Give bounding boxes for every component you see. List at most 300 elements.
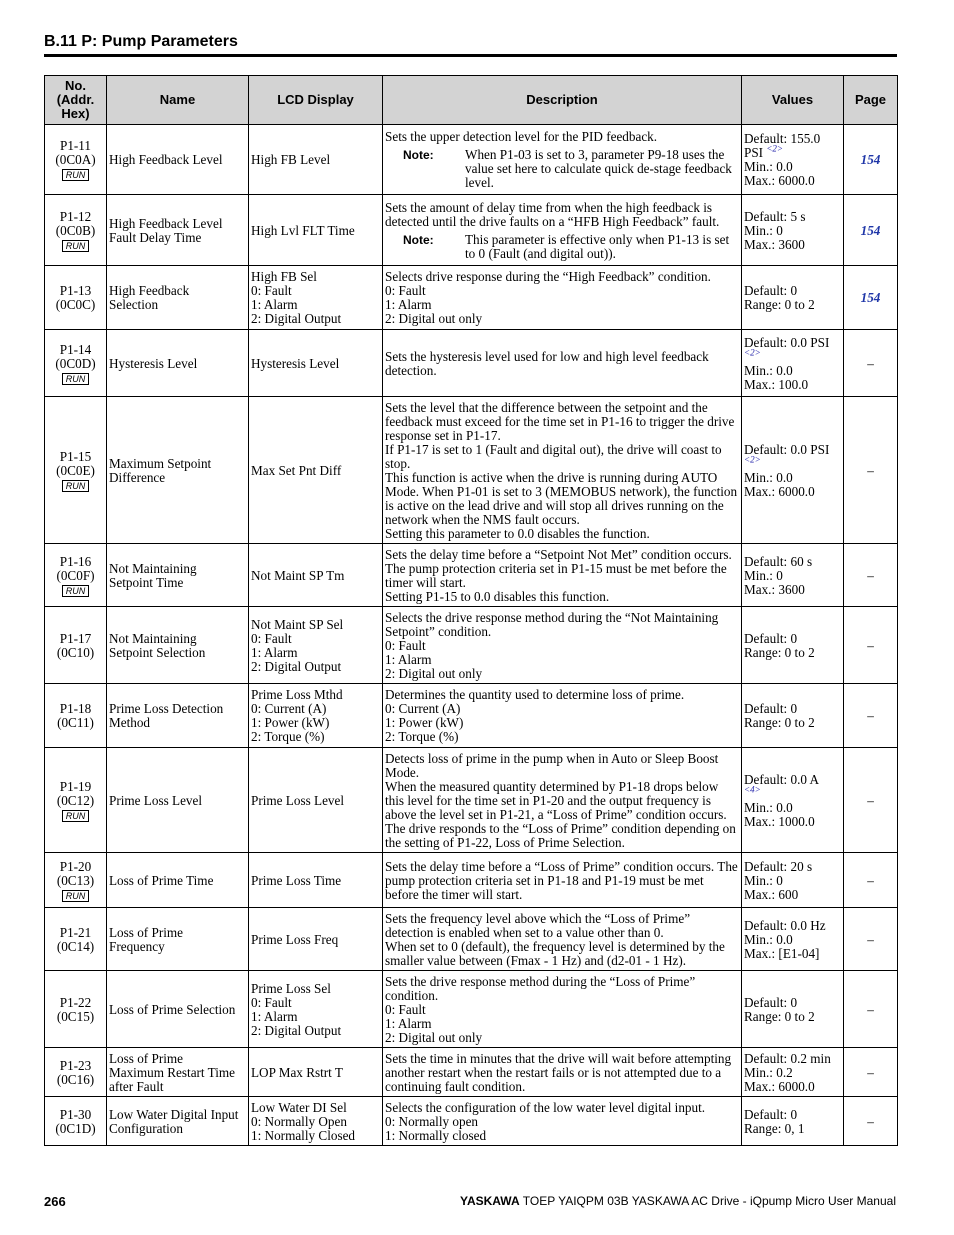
- param-address: (0C10): [56, 644, 95, 660]
- values-line: Min.: 0.0: [744, 362, 793, 378]
- param-name-cell: [107, 397, 249, 544]
- values-line: Default: 155.0: [744, 131, 821, 146]
- param-name-line: after Fault: [109, 1078, 164, 1094]
- lcd-display-line: 1: Alarm: [251, 1008, 298, 1024]
- param-name-cell: [107, 1048, 249, 1097]
- param-address: (0C0F): [56, 567, 95, 583]
- run-badge: RUN: [62, 890, 90, 902]
- param-address: (0C15): [56, 1008, 95, 1024]
- values-line: Min.: 0.0: [744, 159, 793, 174]
- page-dash: –: [867, 567, 874, 583]
- description-line: Determines the quantity used to determine loss of prime.: [385, 687, 685, 702]
- param-number: P1-23: [59, 1057, 92, 1073]
- param-number: P1-15: [59, 448, 92, 464]
- table-row: [45, 1048, 898, 1097]
- param-number: P1-13: [59, 283, 92, 298]
- parameter-table: [44, 75, 898, 1146]
- table-row: [45, 195, 898, 266]
- values-line: Min.: 0.0: [744, 799, 793, 815]
- param-number-cell: [45, 607, 107, 684]
- description-line: 2: Digital out only: [385, 311, 483, 326]
- page-cell: [844, 195, 898, 266]
- values-line: Default: 20 s: [744, 858, 813, 874]
- description-line: Sets the frequency level above which the “Loss of Prime” detection is enabled when set to a value other than 0.: [385, 910, 691, 940]
- values-line: Min.: 0: [744, 567, 783, 583]
- lcd-display-line: 1: Alarm: [251, 644, 298, 660]
- table-row: [45, 1097, 898, 1146]
- footnote-ref: <4>: [744, 784, 761, 795]
- description-line: Selects the drive response method during the “Not Maintaining Setpoint” condition.: [385, 609, 719, 639]
- description-line: Selects drive response during the “High Feedback” condition.: [385, 269, 711, 284]
- table-row: [45, 266, 898, 330]
- description-cell: [383, 684, 742, 748]
- lcd-display-cell: [249, 607, 383, 684]
- param-name-line: High Feedback: [109, 283, 190, 298]
- page-cell: [844, 330, 898, 397]
- description-cell: [383, 1048, 742, 1097]
- param-address: (0C0C): [55, 297, 96, 312]
- description-line: 0: Fault: [385, 637, 426, 653]
- col-header-no-line: Hex): [61, 106, 90, 121]
- values-line: Range: 0 to 2: [744, 297, 815, 312]
- lcd-display-cell: [249, 266, 383, 330]
- table-row: [45, 908, 898, 971]
- lcd-display-line: 2: Digital Output: [251, 658, 342, 674]
- table-row: [45, 125, 898, 195]
- param-number-cell: [45, 971, 107, 1048]
- lcd-display-line: 1: Normally Closed: [251, 1127, 356, 1143]
- lcd-display-line: 2: Torque (%): [251, 729, 325, 744]
- description-line: 0: Fault: [385, 283, 426, 298]
- values-line: Default: 60 s: [744, 553, 813, 569]
- lcd-display-line: Prime Loss Sel: [251, 980, 331, 996]
- table-header-row: [45, 76, 898, 125]
- param-name-cell: [107, 607, 249, 684]
- lcd-display-line: High FB Sel: [251, 269, 317, 284]
- page-dash: –: [867, 462, 874, 478]
- note-block: [385, 148, 739, 190]
- values-line: Max.: [E1-04]: [744, 945, 820, 961]
- description-line: 0: Fault: [385, 1001, 426, 1017]
- description-cell: [383, 397, 742, 544]
- lcd-display-cell: [249, 1048, 383, 1097]
- page-link[interactable]: 154: [860, 222, 881, 238]
- values-line: Range: 0 to 2: [744, 644, 815, 660]
- param-name-line: Loss of Prime Selection: [109, 1001, 236, 1017]
- col-header-no: [45, 76, 107, 125]
- description-line: 1: Normally closed: [385, 1127, 487, 1143]
- lcd-display-line: Low Water DI Sel: [251, 1099, 347, 1115]
- lcd-display-cell: [249, 397, 383, 544]
- description-cell: [383, 971, 742, 1048]
- lcd-display-line: Prime Loss Mthd: [251, 687, 343, 702]
- param-name-line: High Feedback Level: [109, 215, 223, 231]
- footer-page-number: 266: [44, 1194, 66, 1209]
- values-line: Default: 0.2 min: [744, 1050, 831, 1066]
- values-line: Range: 0 to 2: [744, 715, 815, 730]
- values-line: Default: 0: [744, 994, 798, 1010]
- footer-doc: TOEP YAIQPM 03B YASKAWA AC Drive - iQpump Micro User Manual: [522, 1194, 896, 1208]
- param-name-cell: [107, 330, 249, 397]
- param-number-cell: [45, 125, 107, 195]
- param-number-cell: [45, 397, 107, 544]
- param-address: (0C14): [56, 938, 95, 954]
- param-name-line: Low Water Digital Input: [109, 1106, 239, 1122]
- lcd-display-line: Max Set Pnt Diff: [251, 462, 342, 478]
- param-address: (0C0B): [55, 222, 96, 238]
- description-line: Sets the amount of delay time from when the high feedback is detected until the drive faults on a “HFB High Feedback” fault.: [385, 199, 720, 229]
- values-cell: [742, 971, 844, 1048]
- table-row: [45, 853, 898, 908]
- lcd-display-line: Prime Loss Level: [251, 792, 345, 808]
- description-line: 2: Torque (%): [385, 729, 459, 744]
- values-line: Default: 0.0 A: [744, 771, 820, 787]
- lcd-display-line: 0: Normally Open: [251, 1113, 347, 1129]
- param-name-cell: [107, 908, 249, 971]
- lcd-display-cell: [249, 684, 383, 748]
- param-address: (0C0E): [56, 462, 95, 478]
- param-number-cell: [45, 1048, 107, 1097]
- param-number-cell: [45, 544, 107, 607]
- values-cell: [742, 125, 844, 195]
- param-name-cell: [107, 853, 249, 908]
- param-number: P1-21: [59, 924, 92, 940]
- lcd-display-line: Prime Loss Time: [251, 872, 342, 888]
- description-line: 0: Current (A): [385, 701, 461, 716]
- values-cell: [742, 397, 844, 544]
- values-line: Default: 0: [744, 701, 798, 716]
- title-rule: [44, 54, 897, 57]
- values-line: Default: 0: [744, 283, 798, 298]
- values-line: Min.: 0.2: [744, 1064, 793, 1080]
- param-number: P1-11: [59, 138, 92, 153]
- table-row: [45, 607, 898, 684]
- values-cell: [742, 607, 844, 684]
- values-line: Default: 0: [744, 630, 798, 646]
- col-header-page: Page: [844, 76, 898, 125]
- page-dash: –: [867, 931, 874, 947]
- lcd-display-cell: [249, 330, 383, 397]
- page-cell: [844, 684, 898, 748]
- param-name-line: Prime Loss Detection: [109, 701, 224, 716]
- description-line: Setting P1-15 to 0.0 disables this function.: [385, 588, 610, 604]
- page-cell: [844, 607, 898, 684]
- footer-brand: YASKAWA: [460, 1194, 520, 1208]
- description-line: Sets the delay time before a “Setpoint Not Met” condition occurs. The pump protection criteria set in P1-15 must be met before the timer will start.: [385, 546, 732, 590]
- param-name-line: Setpoint Time: [109, 574, 184, 590]
- lcd-display-line: Hysteresis Level: [251, 355, 340, 371]
- param-number: P1-18: [59, 701, 92, 716]
- param-name-line: Loss of Prime: [109, 1050, 183, 1066]
- page-cell: [844, 1048, 898, 1097]
- table-row: [45, 971, 898, 1048]
- lcd-display-line: High Lvl FLT Time: [251, 222, 355, 238]
- values-line: Range: 0 to 2: [744, 1008, 815, 1024]
- lcd-display-line: 0: Fault: [251, 630, 292, 646]
- description-cell: [383, 853, 742, 908]
- values-line: Min.: 0: [744, 222, 783, 238]
- param-number: P1-30: [59, 1106, 92, 1122]
- description-line: When the measured quantity determined by P1-18 drops below this level for the time set in P1-20 and the output frequency is above the level set in P1-21, a “Loss of Prime” condition occurs. The drive responds to the “Loss of Prime” condition depending on the setting of P1-22, Loss of Prime Selection.: [385, 778, 736, 850]
- param-address: (0C1D): [55, 1120, 96, 1136]
- col-header-no-line: (Addr.: [56, 92, 95, 107]
- param-name-line: Method: [109, 715, 151, 730]
- values-line: Max.: 6000.0: [744, 173, 815, 188]
- param-number: P1-14: [59, 341, 92, 357]
- footnote-ref: <2>: [744, 347, 761, 358]
- param-number-cell: [45, 330, 107, 397]
- param-name-line: Hysteresis Level: [109, 355, 198, 371]
- note-text: This parameter is effective only when P1-13 is set to 0 (Fault (and digital out)).: [465, 231, 730, 261]
- footnote-ref: <2>: [766, 143, 784, 154]
- description-line: Sets the delay time before a “Loss of Prime” condition occurs. The pump protection criteria set in P1-18 and P1-19 must be met before the timer will start.: [385, 858, 738, 902]
- table-row: [45, 397, 898, 544]
- param-number-cell: [45, 748, 107, 853]
- description-cell: [383, 125, 742, 195]
- page-cell: [844, 544, 898, 607]
- param-name-cell: [107, 544, 249, 607]
- param-number: P1-16: [59, 553, 92, 569]
- description-line: Sets the hysteresis level used for low and high level feedback detection.: [385, 348, 709, 378]
- values-line: [744, 454, 841, 471]
- page-dash: –: [867, 792, 874, 808]
- param-number-cell: [45, 1097, 107, 1146]
- description-cell: [383, 266, 742, 330]
- param-name-line: Fault Delay Time: [109, 229, 202, 245]
- values-text: PSI: [744, 145, 764, 160]
- values-cell: [742, 908, 844, 971]
- col-header-description: Description: [383, 76, 742, 125]
- description-line: 1: Alarm: [385, 297, 432, 312]
- param-name-cell: [107, 1097, 249, 1146]
- values-line: Min.: 0.0: [744, 469, 793, 485]
- values-line: Max.: 6000.0: [744, 483, 815, 499]
- lcd-display-line: Not Maint SP Tm: [251, 567, 345, 583]
- description-line: 2: Digital out only: [385, 665, 483, 681]
- values-line: [744, 347, 841, 364]
- description-cell: [383, 748, 742, 853]
- param-name-cell: [107, 125, 249, 195]
- note-label: Note:: [403, 148, 434, 162]
- values-cell: [742, 748, 844, 853]
- table-body: [45, 125, 898, 1146]
- param-address: (0C0A): [55, 152, 96, 167]
- param-address: (0C12): [56, 792, 95, 808]
- lcd-display-cell: [249, 125, 383, 195]
- param-name-line: High Feedback Level: [109, 152, 223, 167]
- description-line: Sets the upper detection level for the PID feedback.: [385, 129, 658, 144]
- table-row: [45, 748, 898, 853]
- param-name-cell: [107, 748, 249, 853]
- values-cell: [742, 1048, 844, 1097]
- description-line: If P1-17 is set to 1 (Fault and digital out), the drive will coast to stop.: [385, 441, 722, 471]
- page-cell: [844, 266, 898, 330]
- page-dash: –: [867, 1001, 874, 1017]
- page-cell: [844, 397, 898, 544]
- description-line: This function is active when the drive is running during AUTO Mode. When P1-01 is set to 3 (MEMOBUS network), the function is active on the lead drive and will stop all drives running on the network when the NMS fault occurs.: [385, 469, 738, 527]
- values-cell: [742, 195, 844, 266]
- param-name-cell: [107, 684, 249, 748]
- page-link[interactable]: 154: [860, 152, 881, 167]
- description-line: 1: Alarm: [385, 651, 432, 667]
- description-cell: [383, 330, 742, 397]
- values-line: Max.: 100.0: [744, 376, 809, 392]
- values-line: Max.: 3600: [744, 581, 805, 597]
- page-cell: [844, 908, 898, 971]
- param-number: P1-17: [59, 630, 92, 646]
- description-cell: [383, 607, 742, 684]
- values-line: Max.: 3600: [744, 236, 805, 252]
- param-number: P1-19: [59, 778, 92, 794]
- param-name-line: Maximum Restart Time: [109, 1064, 236, 1080]
- page-dash: –: [867, 1113, 874, 1129]
- values-cell: [742, 1097, 844, 1146]
- description-line: Sets the level that the difference between the setpoint and the feedback must exceed for the time set in P1-16 to trigger the drive response set in P1-17.: [385, 399, 735, 443]
- description-cell: [383, 908, 742, 971]
- values-line: Default: 0.0 Hz: [744, 917, 826, 933]
- param-address: (0C0D): [55, 355, 96, 371]
- page-cell: [844, 125, 898, 195]
- description-cell: [383, 1097, 742, 1146]
- param-number-cell: [45, 266, 107, 330]
- param-name-line: Loss of Prime Time: [109, 872, 214, 888]
- section-title: B.11 P: Pump Parameters: [44, 33, 238, 50]
- col-header-name: Name: [107, 76, 249, 125]
- run-badge: RUN: [62, 373, 90, 385]
- page-dash: –: [867, 637, 874, 653]
- param-name-cell: [107, 971, 249, 1048]
- note-text: When P1-03 is set to 3, parameter P9-18 uses the value set here to calculate quick de-stage feedback level.: [465, 147, 732, 190]
- description-cell: [383, 195, 742, 266]
- lcd-display-line: 0: Fault: [251, 283, 292, 298]
- page-cell: [844, 1097, 898, 1146]
- run-badge: RUN: [62, 169, 90, 181]
- param-name-line: Not Maintaining: [109, 630, 197, 646]
- lcd-display-cell: [249, 544, 383, 607]
- values-line: Default: 0.0 PSI: [744, 441, 830, 457]
- param-number-cell: [45, 684, 107, 748]
- values-line: Min.: 0.0: [744, 931, 793, 947]
- param-number: P1-22: [59, 994, 92, 1010]
- lcd-display-cell: [249, 908, 383, 971]
- run-badge: RUN: [62, 240, 90, 252]
- lcd-display-line: LOP Max Rstrt T: [251, 1064, 343, 1080]
- values-line: Default: 0: [744, 1106, 798, 1122]
- param-number-cell: [45, 908, 107, 971]
- page-cell: [844, 853, 898, 908]
- description-line: Selects the configuration of the low water level digital input.: [385, 1099, 706, 1115]
- description-line: Sets the drive response method during the “Loss of Prime” condition.: [385, 973, 696, 1003]
- lcd-display-line: Prime Loss Freq: [251, 931, 339, 947]
- values-line: Max.: 600: [744, 886, 799, 902]
- param-address: (0C16): [56, 1071, 95, 1087]
- param-name-line: Setpoint Selection: [109, 644, 206, 660]
- param-name-line: Prime Loss Level: [109, 792, 203, 808]
- param-name-cell: [107, 266, 249, 330]
- lcd-display-line: 1: Alarm: [251, 297, 298, 312]
- description-line: 1: Alarm: [385, 1015, 432, 1031]
- values-cell: [742, 684, 844, 748]
- lcd-display-line: 2: Digital Output: [251, 1022, 342, 1038]
- param-name-line: Configuration: [109, 1120, 183, 1136]
- page-cell: [844, 971, 898, 1048]
- description-line: Detects loss of prime in the pump when in Auto or Sleep Boost Mode.: [385, 750, 719, 780]
- values-cell: [742, 853, 844, 908]
- run-badge: RUN: [62, 480, 90, 492]
- page-dash: –: [867, 872, 874, 888]
- values-line: [744, 143, 841, 160]
- page-link[interactable]: 154: [860, 290, 881, 305]
- description-line: Sets the time in minutes that the drive will wait before attempting another restart when the restart fails or is not attempted due to a continuing fault condition.: [385, 1050, 732, 1094]
- col-header-values: Values: [742, 76, 844, 125]
- param-name-line: Loss of Prime: [109, 924, 183, 940]
- param-address: (0C13): [56, 872, 95, 888]
- values-line: Default: 0.0 PSI: [744, 334, 830, 350]
- page-dash: –: [867, 1064, 874, 1080]
- footer-doc-title: [460, 1194, 896, 1208]
- lcd-display-line: High FB Level: [251, 152, 331, 167]
- values-line: Max.: 1000.0: [744, 813, 815, 829]
- table-row: [45, 544, 898, 607]
- values-line: Range: 0, 1: [744, 1120, 805, 1136]
- param-name-line: Selection: [109, 297, 159, 312]
- param-name-line: Frequency: [109, 938, 165, 954]
- param-name-line: Not Maintaining: [109, 560, 197, 576]
- param-number: P1-12: [59, 208, 92, 224]
- param-name-line: Difference: [109, 469, 166, 485]
- param-number-cell: [45, 195, 107, 266]
- col-header-lcd: LCD Display: [249, 76, 383, 125]
- values-cell: [742, 330, 844, 397]
- page-dash: –: [867, 708, 874, 723]
- param-address: (0C11): [57, 715, 94, 730]
- lcd-display-line: Not Maint SP Sel: [251, 616, 344, 632]
- col-header-no-line: No.: [65, 78, 86, 93]
- page-cell: [844, 748, 898, 853]
- note-label: Note:: [403, 232, 434, 247]
- lcd-display-cell: [249, 1097, 383, 1146]
- lcd-display-cell: [249, 971, 383, 1048]
- description-cell: [383, 544, 742, 607]
- table-row: [45, 330, 898, 397]
- lcd-display-line: 0: Fault: [251, 994, 292, 1010]
- values-cell: [742, 544, 844, 607]
- table-row: [45, 684, 898, 748]
- description-line: 1: Power (kW): [385, 715, 464, 730]
- lcd-display-cell: [249, 195, 383, 266]
- values-line: Default: 5 s: [744, 208, 806, 224]
- param-name-cell: [107, 195, 249, 266]
- page-dash: –: [867, 355, 874, 371]
- values-line: [744, 784, 841, 801]
- lcd-display-line: 1: Power (kW): [251, 715, 330, 730]
- lcd-display-line: 2: Digital Output: [251, 311, 342, 326]
- lcd-display-line: 0: Current (A): [251, 701, 327, 716]
- description-line: 0: Normally open: [385, 1113, 479, 1129]
- param-number: P1-20: [59, 858, 92, 874]
- run-badge: RUN: [62, 810, 90, 822]
- values-line: Max.: 6000.0: [744, 1078, 815, 1094]
- param-name-line: Maximum Setpoint: [109, 455, 212, 471]
- run-badge: RUN: [62, 585, 90, 597]
- lcd-display-cell: [249, 853, 383, 908]
- description-line: Setting this parameter to 0.0 disables the function.: [385, 525, 650, 541]
- footnote-ref: <2>: [744, 454, 761, 465]
- lcd-display-cell: [249, 748, 383, 853]
- values-line: Min.: 0: [744, 872, 783, 888]
- param-number-cell: [45, 853, 107, 908]
- values-cell: [742, 266, 844, 330]
